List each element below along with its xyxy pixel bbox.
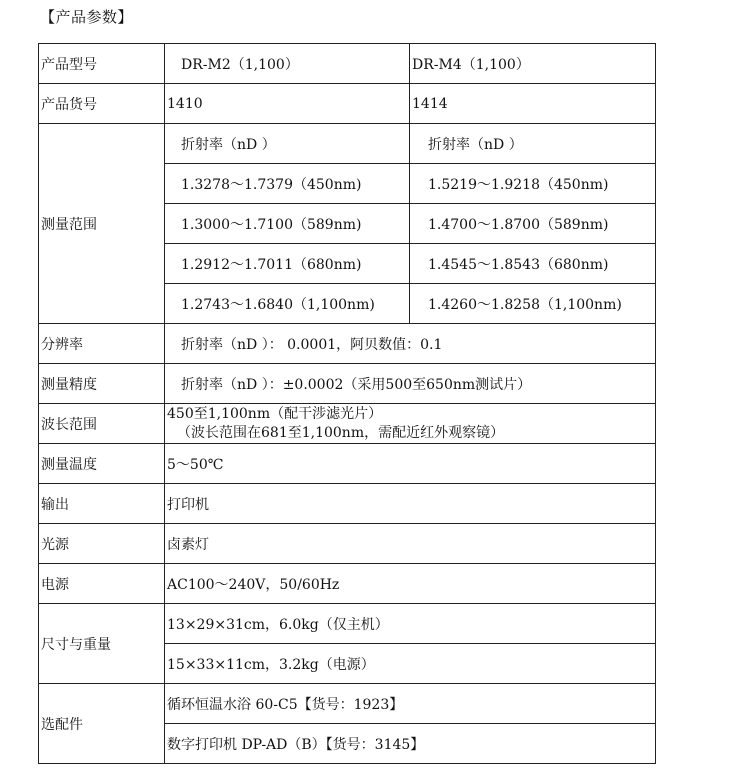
option-value: 数字打印机 DP-AD（B）【货号：3145】 — [165, 724, 656, 764]
wavelength-value — [165, 404, 656, 444]
size-value: 13×29×31cm，6.0kg（仅主机） — [165, 604, 656, 644]
wavelength-line-1: 450至1,100nm（配干涉滤光片） — [167, 405, 383, 422]
table-row — [39, 44, 656, 84]
table-row — [39, 524, 656, 564]
row-label-range: 测量范围 — [39, 124, 165, 324]
row-label-catalog: 产品货号 — [39, 84, 165, 124]
wavelength-line-2: （波长范围在681至1,100nm，需配近红外观察镜） — [177, 424, 505, 441]
range-header-dr-m2: 折射率（nD ） — [165, 124, 410, 164]
catalog-dr-m2: 1410 — [165, 84, 410, 124]
row-label-output: 输出 — [39, 484, 165, 524]
range-header-dr-m4: 折射率（nD ） — [410, 124, 656, 164]
table-row — [39, 444, 656, 484]
size-value: 15×33×11cm，3.2kg（电源） — [165, 644, 656, 684]
row-label-size: 尺寸与重量 — [39, 604, 165, 684]
table-row — [39, 124, 656, 164]
table-row — [39, 564, 656, 604]
temperature-value: 5～50℃ — [165, 444, 656, 484]
row-label-power: 电源 — [39, 564, 165, 604]
accuracy-value: 折射率（nD ）：±0.0002（采用500至650nm测试片） — [165, 364, 656, 404]
range-value-dr-m4: 1.4545～1.8543（680nm) — [410, 244, 656, 284]
range-value-dr-m4: 1.4700～1.8700（589nm) — [410, 204, 656, 244]
catalog-dr-m4: 1414 — [410, 84, 656, 124]
range-value-dr-m2: 1.3000～1.7100（589nm) — [165, 204, 410, 244]
range-value-dr-m2: 1.2912～1.7011（680nm) — [165, 244, 410, 284]
row-label-options: 选配件 — [39, 684, 165, 764]
spec-table — [38, 43, 656, 764]
table-row — [39, 84, 656, 124]
range-value-dr-m2: 1.3278～1.7379（450nm) — [165, 164, 410, 204]
table-row — [39, 404, 656, 444]
power-value: AC100～240V，50/60Hz — [165, 564, 656, 604]
table-row — [39, 604, 656, 644]
table-row — [39, 324, 656, 364]
row-label-temperature: 测量温度 — [39, 444, 165, 484]
light-value: 卤素灯 — [165, 524, 656, 564]
table-row — [39, 484, 656, 524]
model-dr-m4: DR-M4（1,100） — [410, 44, 656, 84]
range-value-dr-m4: 1.5219～1.9218（450nm) — [410, 164, 656, 204]
row-label-resolution: 分辨率 — [39, 324, 165, 364]
row-label-model: 产品型号 — [39, 44, 165, 84]
section-heading: 【产品参数】 — [40, 8, 134, 26]
row-label-wavelength: 波长范围 — [39, 404, 165, 444]
model-dr-m2: DR-M2（1,100） — [165, 44, 410, 84]
option-value: 循环恒温水浴 60-C5【货号：1923】 — [165, 684, 656, 724]
table-row — [39, 684, 656, 724]
output-value: 打印机 — [165, 484, 656, 524]
row-label-light: 光源 — [39, 524, 165, 564]
table-row — [39, 364, 656, 404]
range-value-dr-m4: 1.4260～1.8258（1,100nm) — [410, 284, 656, 324]
range-value-dr-m2: 1.2743～1.6840（1,100nm) — [165, 284, 410, 324]
row-label-accuracy: 测量精度 — [39, 364, 165, 404]
resolution-value: 折射率（nD ）： 0.0001，阿贝数值：0.1 — [165, 324, 656, 364]
